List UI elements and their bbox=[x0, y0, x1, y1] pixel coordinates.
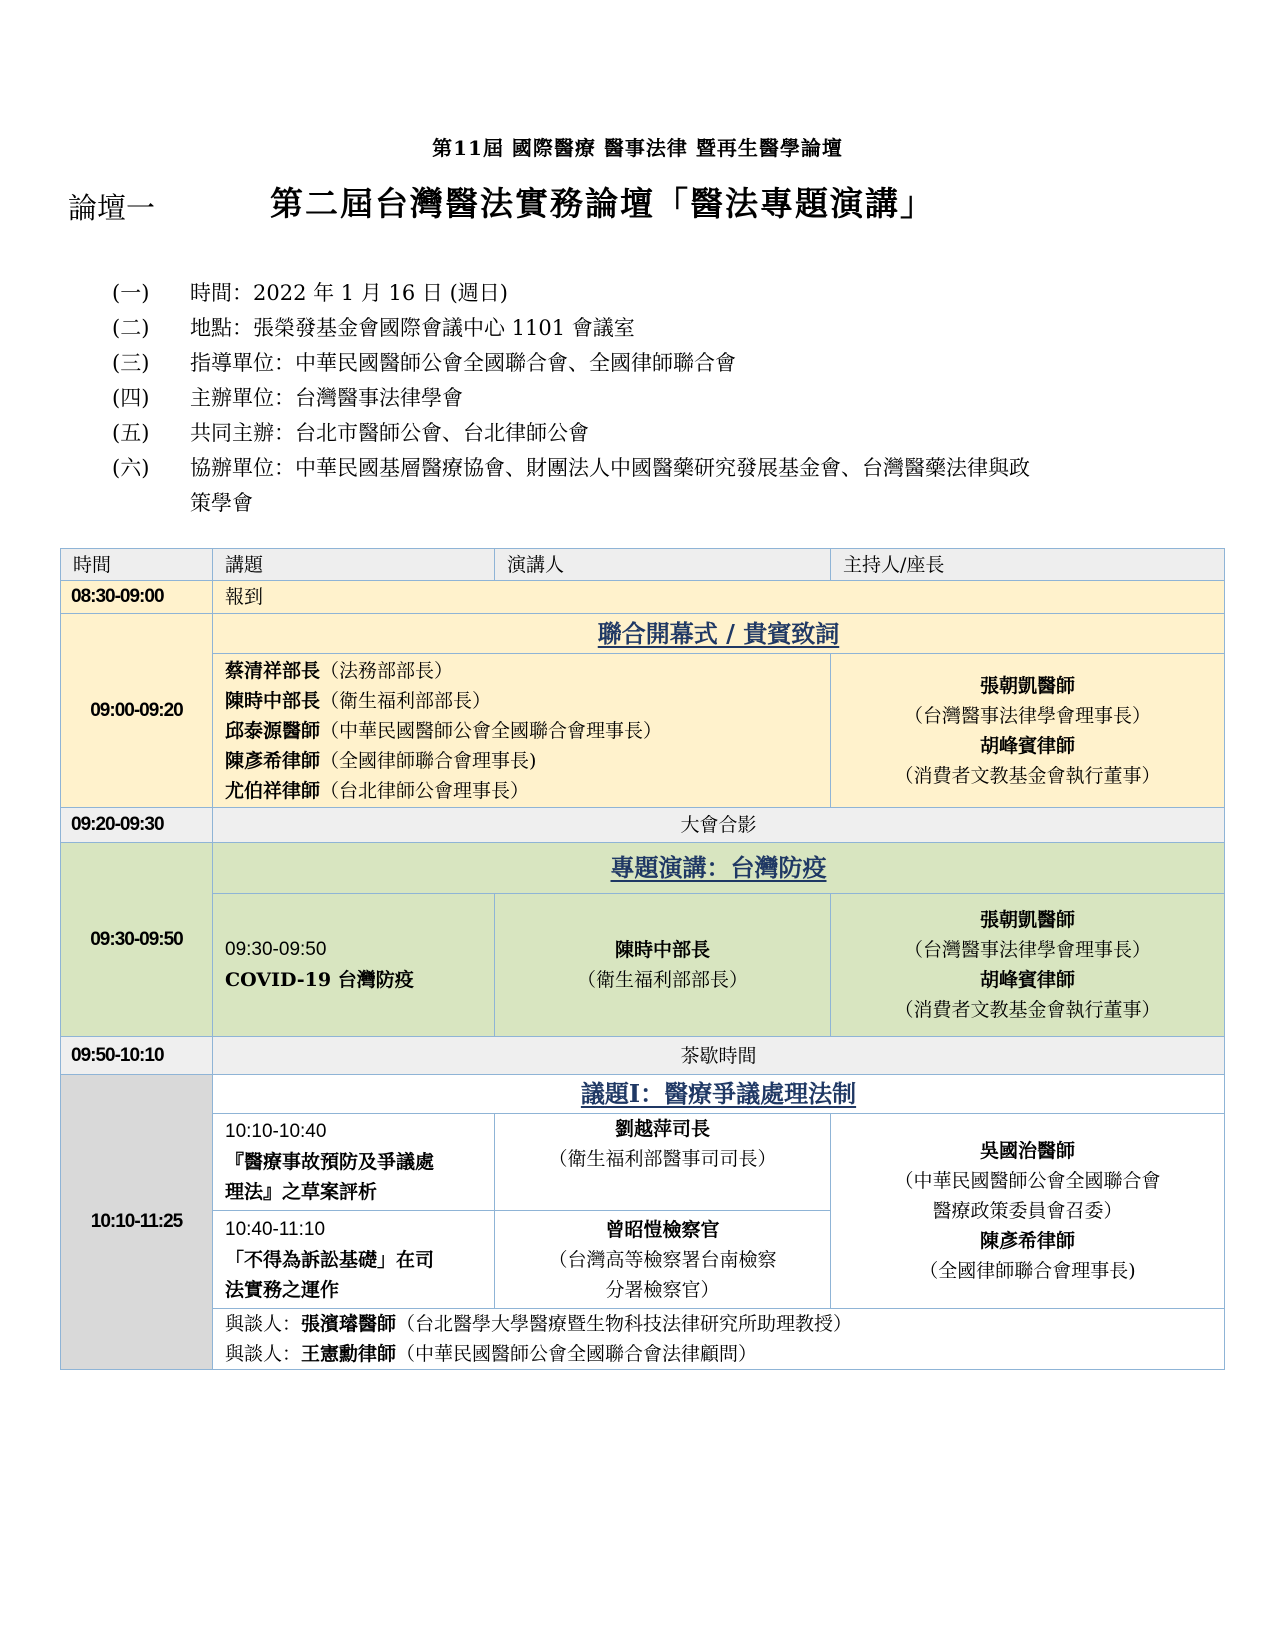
photo-label: 大會合影 bbox=[213, 808, 1225, 843]
info-text: 指導單位：中華民國醫師公會全國聯合會、全國律師聯合會 bbox=[190, 351, 736, 375]
table-row bbox=[61, 1114, 1225, 1211]
host-name: 胡峰賓律師 bbox=[979, 734, 1075, 757]
speaker-role: 分署檢察官） bbox=[605, 1278, 720, 1301]
host-name: 吳國治醫師 bbox=[979, 1140, 1075, 1162]
info-text-line: 協辦單位：中華民國基層醫療協會、財團法人中國醫藥研究發展基金會、台灣醫藥法律與政 bbox=[190, 456, 1030, 480]
info-text-line: 策學會 bbox=[190, 491, 253, 515]
table-row bbox=[61, 1075, 1225, 1114]
header-speaker: 演講人 bbox=[495, 549, 831, 581]
speaker-name: 劉越萍司長 bbox=[614, 1118, 710, 1140]
discussant-line: 與談人：張濱璿醫師（台北醫學大學醫療暨生物科技法律研究所助理教授） bbox=[225, 1313, 853, 1335]
speaker-role: （衛生福利部醫事司司長） bbox=[548, 1148, 777, 1170]
talk-topic-line: 理法』之草案評析 bbox=[225, 1181, 378, 1203]
host-role: （消費者文教基金會執行董事） bbox=[894, 764, 1161, 787]
event-info-list bbox=[112, 276, 1222, 521]
schedule-table bbox=[60, 548, 1225, 1370]
tea-label: 茶歇時間 bbox=[213, 1037, 1225, 1075]
talk-time: 09:30-09:50 bbox=[225, 939, 327, 960]
talk-topic-line: 法實務之運作 bbox=[225, 1278, 340, 1301]
guest-line: 邱泰源醫師（中華民國醫師公會全國聯合會理事長） bbox=[225, 719, 663, 742]
keynote-topic bbox=[213, 894, 495, 1037]
opening-title: 聯合開幕式 / 貴賓致詞 bbox=[213, 614, 1225, 654]
guest-line: 陳彥希律師（全國律師聯合會理事長) bbox=[225, 749, 537, 772]
info-text: 地點：張榮發基金會國際會議中心 1101 會議室 bbox=[190, 316, 635, 340]
talk-topic-line: 『醫療事故預防及爭議處 bbox=[225, 1151, 435, 1173]
host-role: （全國律師聯合會理事長) bbox=[919, 1260, 1136, 1282]
info-number: (四) bbox=[112, 386, 150, 410]
session-time: 09:20-09:30 bbox=[61, 808, 213, 843]
info-item bbox=[112, 276, 1222, 311]
table-row bbox=[61, 1309, 1225, 1370]
main-title: 第二屆台灣醫法實務論壇「醫法專題演講」 bbox=[270, 184, 935, 223]
keynote-hosts bbox=[831, 894, 1225, 1037]
host-name: 陳彥希律師 bbox=[979, 1230, 1075, 1252]
keynote-speaker bbox=[495, 894, 831, 1037]
host-role: （中華民國醫師公會全國聯合會 bbox=[894, 1170, 1161, 1192]
info-number: (五) bbox=[112, 421, 150, 445]
session-time: 09:50-10:10 bbox=[61, 1037, 213, 1075]
info-item bbox=[112, 311, 1222, 346]
info-number: (三) bbox=[112, 351, 150, 375]
issue1-hosts bbox=[831, 1114, 1225, 1309]
speaker-name: 曾昭愷檢察官 bbox=[605, 1218, 720, 1241]
table-row bbox=[61, 808, 1225, 843]
info-text: 主辦單位：台灣醫事法律學會 bbox=[190, 386, 463, 410]
talk-time: 10:40-11:10 bbox=[225, 1218, 326, 1240]
table-row bbox=[61, 1037, 1225, 1075]
talk-topic-line: 「不得為訴訟基礎」在司 bbox=[225, 1248, 435, 1271]
conference-title: 第11屆 國際醫療 醫事法律 暨再生醫學論壇 bbox=[432, 136, 843, 160]
table-row bbox=[61, 843, 1225, 894]
discussant-line: 與談人：王憲勳律師（中華民國醫師公會全國聯合會法律顧問） bbox=[225, 1343, 758, 1365]
forum-label: 論壇一 bbox=[68, 191, 156, 225]
registration-label: 報到 bbox=[213, 581, 1225, 614]
info-text bbox=[190, 451, 1222, 521]
host-role: 醫療政策委員會召委） bbox=[932, 1200, 1123, 1222]
table-row bbox=[61, 614, 1225, 654]
info-text: 時間：2022 年 1 月 16 日 (週日) bbox=[190, 281, 508, 305]
speaker-role: （衛生福利部部長） bbox=[576, 969, 748, 991]
host-role: （消費者文教基金會執行董事） bbox=[894, 999, 1161, 1021]
talk-topic-cell bbox=[213, 1114, 495, 1211]
info-text: 共同主辦：台北市醫師公會、台北律師公會 bbox=[190, 421, 589, 445]
speaker-role: （台灣高等檢察署台南檢察 bbox=[548, 1248, 777, 1271]
talk-time: 10:10-10:40 bbox=[225, 1121, 327, 1142]
info-item bbox=[112, 451, 1222, 521]
host-name: 張朝凱醫師 bbox=[979, 909, 1075, 931]
header-host: 主持人/座長 bbox=[831, 549, 1225, 581]
talk-speaker-cell bbox=[495, 1211, 831, 1309]
info-number: (一) bbox=[112, 281, 150, 305]
session-time: 10:10-11:25 bbox=[61, 1075, 213, 1370]
opening-guests bbox=[213, 654, 831, 808]
talk-topic-cell bbox=[213, 1211, 495, 1309]
table-row bbox=[61, 581, 1225, 614]
session-time: 09:00-09:20 bbox=[61, 614, 213, 808]
host-name: 張朝凱醫師 bbox=[979, 674, 1075, 697]
info-item bbox=[112, 416, 1222, 451]
discussants bbox=[213, 1309, 1225, 1370]
guest-line: 陳時中部長（衛生福利部部長） bbox=[225, 689, 492, 712]
guest-line: 蔡清祥部長（法務部部長） bbox=[225, 659, 454, 682]
host-role: （台灣醫事法律學會理事長） bbox=[903, 704, 1151, 727]
table-row bbox=[61, 894, 1225, 1037]
info-number: (二) bbox=[112, 316, 150, 340]
header-topic: 講題 bbox=[213, 549, 495, 581]
info-item bbox=[112, 346, 1222, 381]
header-time: 時間 bbox=[61, 549, 213, 581]
opening-hosts bbox=[831, 654, 1225, 808]
keynote-title: 專題演講：台灣防疫 bbox=[213, 843, 1225, 894]
host-role: （台灣醫事法律學會理事長） bbox=[903, 939, 1151, 961]
host-name: 胡峰賓律師 bbox=[979, 969, 1075, 991]
issue1-title: 議題Ⅰ：醫療爭議處理法制 bbox=[213, 1075, 1225, 1114]
table-row bbox=[61, 654, 1225, 808]
session-time: 09:30-09:50 bbox=[61, 843, 213, 1037]
info-item bbox=[112, 381, 1222, 416]
talk-speaker-cell bbox=[495, 1114, 831, 1211]
session-time: 08:30-09:00 bbox=[61, 581, 213, 614]
speaker-name: 陳時中部長 bbox=[614, 939, 710, 961]
talk-topic: COVID-19 台灣防疫 bbox=[225, 969, 414, 991]
table-header-row bbox=[61, 549, 1225, 581]
guest-line: 尤伯祥律師（台北律師公會理事長） bbox=[225, 779, 530, 802]
info-number: (六) bbox=[112, 456, 150, 480]
